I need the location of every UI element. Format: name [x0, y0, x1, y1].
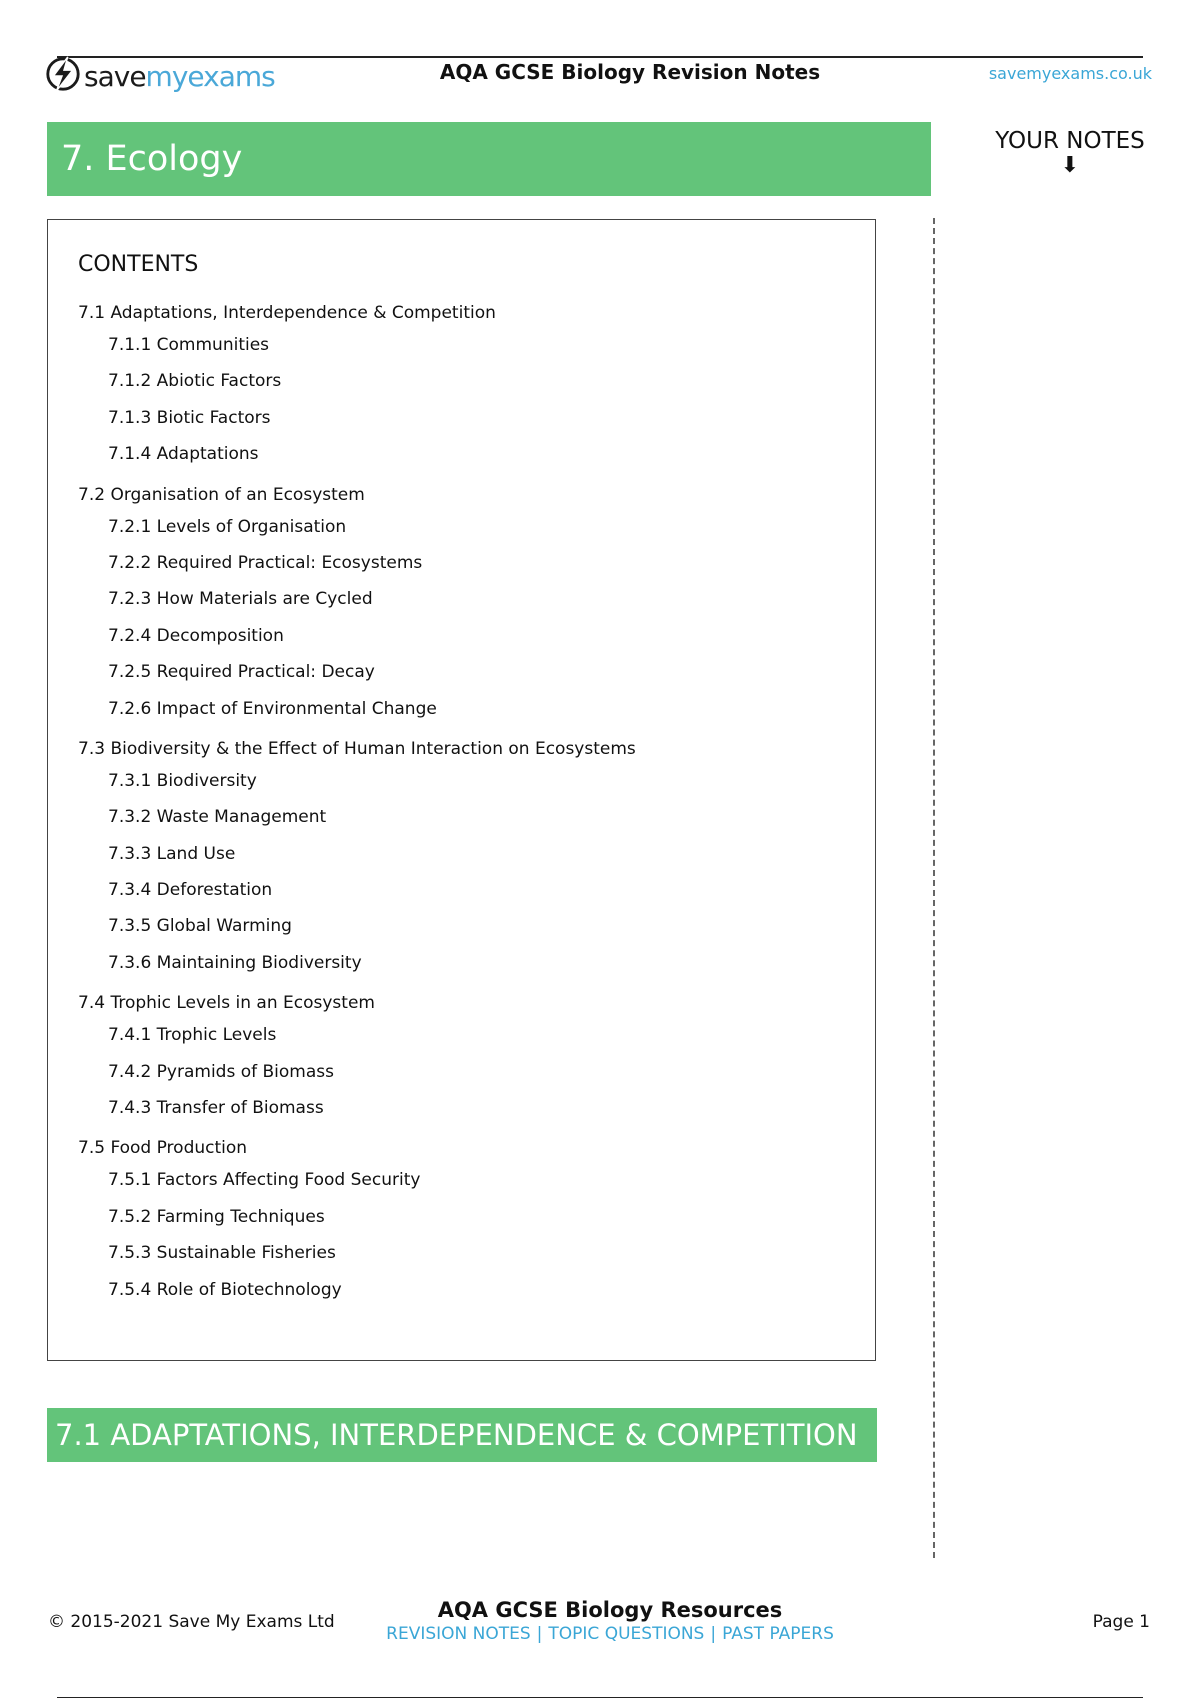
toc-item[interactable]: 7.1.1 Communities: [108, 335, 270, 355]
chapter-title: 7. Ecology: [61, 139, 243, 179]
topic-questions-link[interactable]: TOPIC QUESTIONS: [548, 1624, 705, 1644]
toc-item[interactable]: 7.5.3 Sustainable Fisheries: [108, 1243, 336, 1264]
toc-item[interactable]: 7.3.2 Waste Management: [108, 807, 327, 828]
toc-item[interactable]: 7.2.6 Impact of Environmental Change: [108, 698, 437, 719]
toc-item[interactable]: 7.2.1 Levels of Organisation: [108, 516, 347, 537]
arrow-down-icon: ⬇: [1060, 153, 1080, 178]
toc-item[interactable]: 7.3.1 Biodiversity: [108, 770, 257, 791]
section-title: 7.1 ADAPTATIONS, INTERDEPENDENCE & COMPETITION: [55, 1418, 858, 1452]
toc-item[interactable]: 7.5.2 Farming Techniques: [108, 1206, 325, 1227]
toc-item[interactable]: 7.2.3 How Materials are Cycled: [108, 589, 373, 610]
toc-item[interactable]: 7.2.4 Decomposition: [108, 625, 284, 646]
past-papers-link[interactable]: PAST PAPERS: [722, 1624, 834, 1644]
toc-item[interactable]: 7.3.5 Global Warming: [108, 916, 292, 937]
toc-item[interactable]: 7.4.3 Transfer of Biomass: [108, 1098, 324, 1119]
toc-section[interactable]: 7.4 Trophic Levels in an Ecosystem: [78, 993, 375, 1014]
lightning-bolt-icon: [44, 55, 82, 97]
toc-item[interactable]: 7.3.6 Maintaining Biodiversity: [108, 952, 362, 973]
footer-resources: [350, 1598, 870, 1644]
link-separator: |: [536, 1624, 543, 1644]
toc-section[interactable]: 7.2 Organisation of an Ecosystem: [78, 484, 365, 505]
toc-item[interactable]: 7.1.3 Biotic Factors: [108, 407, 271, 428]
logo-wordmark: savemyexams: [84, 59, 275, 93]
notes-divider: [933, 218, 935, 1558]
toc-item[interactable]: 7.1.2 Abiotic Factors: [108, 371, 282, 392]
footer-links: [350, 1624, 870, 1644]
toc-item[interactable]: 7.4.1 Trophic Levels: [108, 1025, 277, 1046]
toc-item[interactable]: 7.2.5 Required Practical: Decay: [108, 662, 375, 683]
table-of-contents: [78, 302, 636, 1315]
toc-item[interactable]: 7.5.4 Role of Biotechnology: [108, 1279, 342, 1300]
toc-item[interactable]: 7.3.3 Land Use: [108, 843, 236, 864]
page-number: Page 1: [1092, 1612, 1150, 1632]
contents-heading: CONTENTS: [78, 252, 199, 277]
toc-item[interactable]: 7.3.4 Deforestation: [108, 880, 273, 901]
toc-section[interactable]: 7.5 Food Production: [78, 1138, 248, 1159]
toc-item[interactable]: 7.2.2 Required Practical: Ecosystems: [108, 552, 423, 573]
toc-item[interactable]: 7.4.2 Pyramids of Biomass: [108, 1061, 334, 1082]
contents-box: [47, 219, 876, 1361]
chapter-banner: [47, 122, 931, 196]
toc-item[interactable]: 7.1.4 Adaptations: [108, 444, 259, 465]
toc-section[interactable]: 7.3 Biodiversity & the Effect of Human Interaction on Ecosystems: [78, 738, 636, 759]
toc-section[interactable]: 7.1 Adaptations, Interdependence & Competition: [78, 303, 496, 323]
save-my-exams-logo[interactable]: [44, 56, 275, 96]
footer-title: AQA GCSE Biology Resources: [437, 1598, 783, 1622]
link-separator: |: [710, 1624, 717, 1644]
document-header-title: AQA GCSE Biology Revision Notes: [439, 60, 821, 84]
copyright: © 2015-2021 Save My Exams Ltd: [48, 1612, 335, 1632]
site-link[interactable]: savemyexams.co.uk: [988, 64, 1152, 83]
footer-rule: [57, 1697, 1143, 1698]
section-banner: [47, 1408, 877, 1462]
revision-notes-link[interactable]: REVISION NOTES: [386, 1624, 531, 1644]
toc-item[interactable]: 7.5.1 Factors Affecting Food Security: [108, 1170, 421, 1191]
your-notes-label: YOUR NOTES ⬇: [960, 128, 1180, 176]
